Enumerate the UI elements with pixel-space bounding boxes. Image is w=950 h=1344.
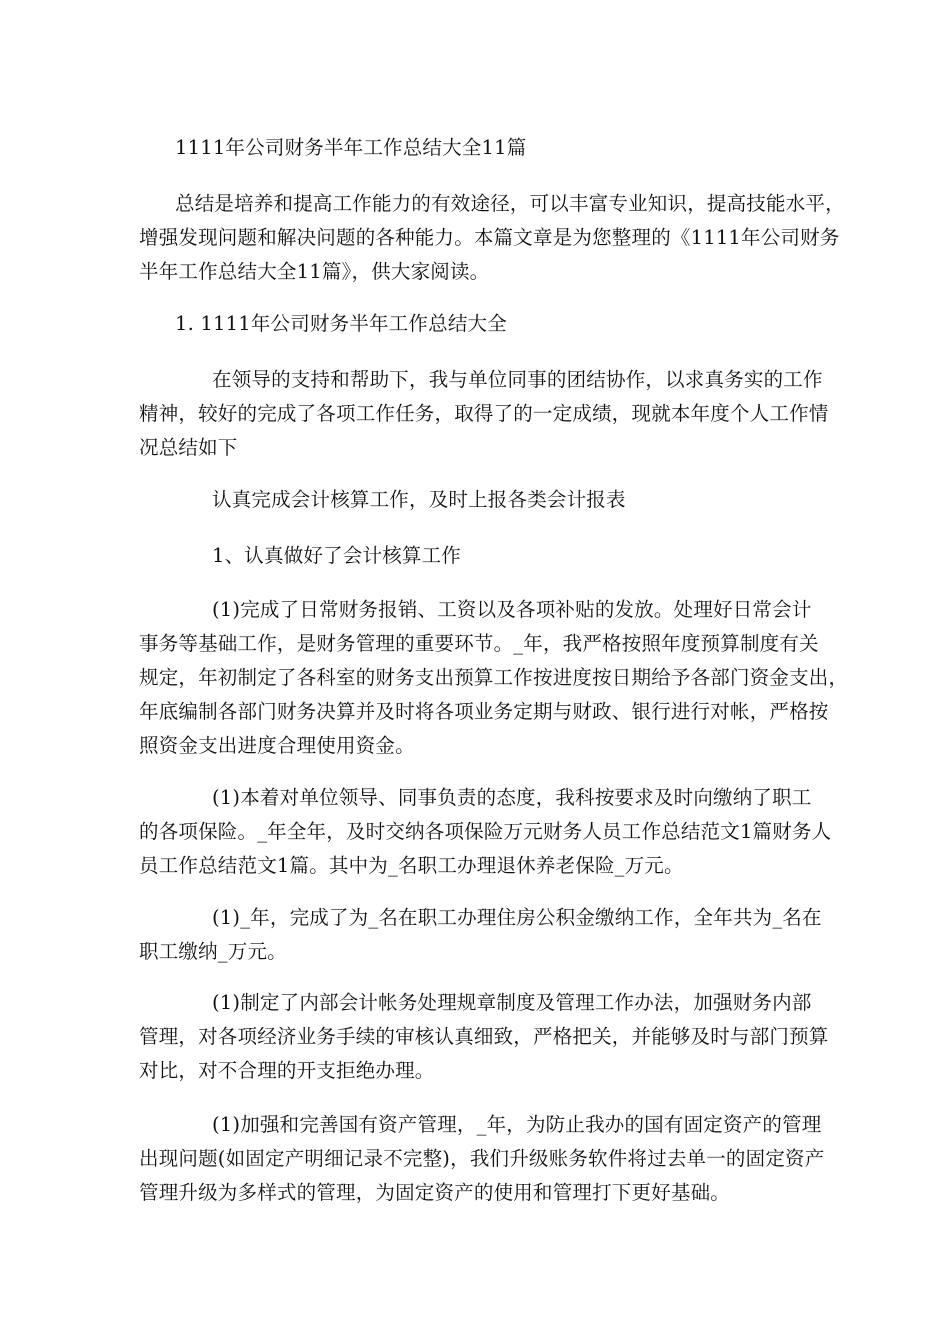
item-line: (1)本着对单位领导、同事负责的态度，我科按要求及时向缴纳了职工 bbox=[212, 786, 812, 809]
intro-line: 增强发现问题和解决问题的各种能力。本篇文章是为您整理的《1111年公司财务 bbox=[139, 226, 840, 249]
opening-line: 精神，较好的完成了各项工作任务，取得了的一定成绩，现就本年度个人工作情 bbox=[139, 402, 829, 425]
section-heading-line: 1. 1111年公司财务半年工作总结大全 bbox=[175, 312, 507, 335]
item-paragraph-1 bbox=[139, 593, 848, 763]
opening-paragraph bbox=[139, 363, 829, 465]
subheading-line: 认真完成会计核算工作，及时上报各类会计报表 bbox=[212, 488, 626, 511]
opening-line: 况总结如下 bbox=[139, 436, 238, 459]
item-line: 规定，年初制定了各科室的财务支出预算工作按进度按日期给予各部门资金支出， bbox=[139, 666, 849, 689]
opening-line: 在领导的支持和帮助下，我与单位同事的团结协作，以求真务实的工作 bbox=[212, 368, 823, 391]
item-line: 事务等基础工作，是财务管理的重要环节。_年，我严格按照年度预算制度有关 bbox=[139, 632, 819, 655]
item-line: (1)_年，完成了为_名在职工办理住房公积金缴纳工作，全年共为_名在 bbox=[212, 906, 822, 929]
item-line: 年底编制各部门财务决算并及时将各项业务定期与财政、银行进行对帐，严格按 bbox=[139, 700, 829, 723]
item-line: (1)加强和完善国有资产管理，_年，为防止我办的国有固定资产的管理 bbox=[212, 1113, 822, 1136]
item-paragraph-3 bbox=[139, 901, 822, 969]
item-paragraph-2 bbox=[139, 781, 831, 883]
title-line: 1111年公司财务半年工作总结大全11篇 bbox=[175, 136, 527, 159]
item-line: (1)完成了日常财务报销、工资以及各项补贴的发放。处理好日常会计 bbox=[212, 598, 812, 621]
item-line: 管理升级为多样式的管理，为固定资产的使用和管理打下更好基础。 bbox=[139, 1181, 731, 1204]
item-line: 员工作总结范文1篇。其中为_名职工办理退休养老保险_万元。 bbox=[139, 854, 684, 877]
item-line: 照资金支出进度合理使用资金。 bbox=[139, 734, 415, 757]
item-line: (1)制定了内部会计帐务处理规章制度及管理工作办法，加强财务内部 bbox=[212, 991, 812, 1014]
intro-paragraph bbox=[139, 187, 845, 289]
section-heading bbox=[175, 307, 507, 341]
intro-line: 总结是培养和提高工作能力的有效途径，可以丰富专业知识，提高技能水平， bbox=[175, 192, 845, 215]
subheading bbox=[212, 483, 626, 517]
item-line: 职工缴纳_万元。 bbox=[139, 940, 287, 963]
item-paragraph-5 bbox=[139, 1108, 824, 1210]
item-heading-line: 1、认真做好了会计核算工作 bbox=[212, 544, 462, 567]
item-line: 管理，对各项经济业务手续的审核认真细致，严格把关，并能够及时与部门预算 bbox=[139, 1025, 829, 1048]
item-line: 对比，对不合理的开支拒绝办理。 bbox=[139, 1059, 435, 1082]
item-heading bbox=[212, 539, 461, 573]
document-title bbox=[175, 131, 526, 165]
intro-line: 半年工作总结大全11篇》，供大家阅读。 bbox=[139, 260, 490, 283]
item-line: 出现问题(如固定产明细记录不完整)，我们升级账务软件将过去单一的固定资产 bbox=[139, 1147, 825, 1170]
item-line: 的各项保险。_年全年，及时交纳各项保险万元财务人员工作总结范文1篇财务人 bbox=[139, 820, 832, 843]
item-paragraph-4 bbox=[139, 986, 829, 1088]
